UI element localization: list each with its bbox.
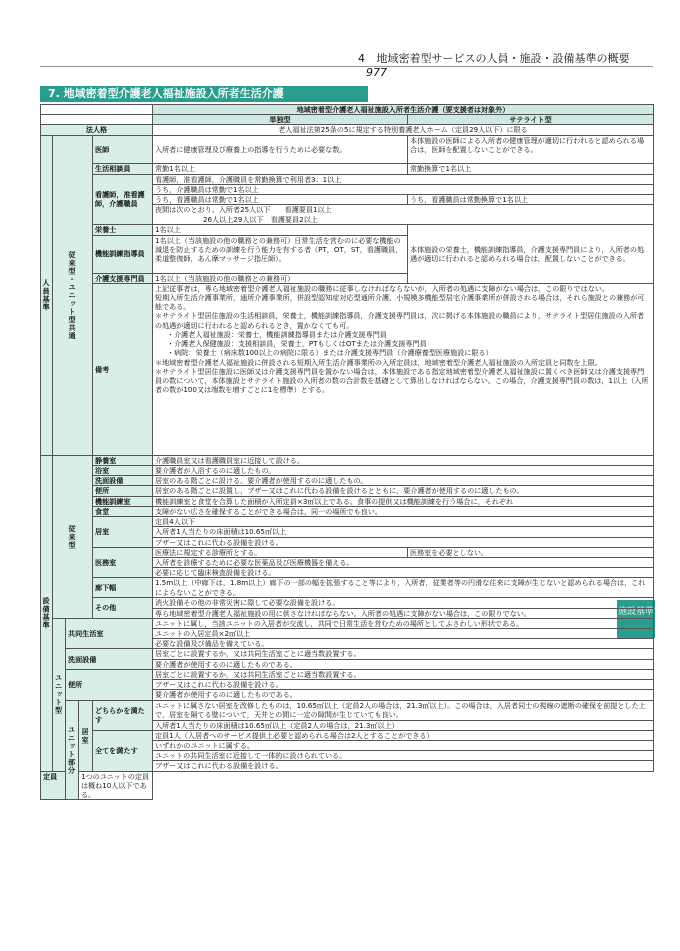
toilet-value: 居室のある階ごとに設置し，ブザー又はこれに代わる設備を設けるとともに，要介護者が使用するのに適したもの。 xyxy=(153,486,654,496)
side-tab: 施設基準 xyxy=(617,600,655,638)
capacity-label: 定員 xyxy=(41,771,66,800)
medical-line-1-satellite: 医務室を必要としない。 xyxy=(408,547,654,557)
wash-value: 居室のある階ごとに設ける。要介護者が使用するのに適したもの。 xyxy=(153,476,654,486)
training-room-value: 機能訓練室と食堂を合算した面積が入所定員×3㎡以上である。食事の提供又は機能訓練を行う場合に，それぞれ xyxy=(153,496,654,506)
medical-line-2: 入所者を診療するために必要な医薬品及び医療機器を備える。 xyxy=(153,557,654,567)
rest-room-value: 介護職員室又は看護職員室に近接して設ける。 xyxy=(153,455,654,465)
page-header xyxy=(358,50,648,79)
remarks-line: ＊サテライト型居住施設の生活相談員，栄養士，機能訓練指導員，介護支援専門員は，次に掲げる本体施設の職員により，サテライト型居住施設の入所者の処遇が適切に行われると認められるとき，置かなくても可。 xyxy=(155,311,645,330)
remarks-line: ・病院：栄養士（病床数100以上の病院に限る）または介護支援専門員（介護療養型医療施設に限る） xyxy=(167,348,493,358)
rehab-label: 機能訓練指導員 xyxy=(93,235,153,273)
all-line-3: ユニットの共同生活室に近接して一体的に設けられている。 xyxy=(153,751,654,761)
hallway-value: 1.5m以上（中廊下は，1.8m以上）廊下の一部の幅を拡張すること等により，入所者，従業者等の円滑な往来に支障が生じないと認められる場合は，これによらないことができる。 xyxy=(153,578,654,598)
other-label: その他 xyxy=(93,598,153,618)
blank-corner-2 xyxy=(41,115,153,125)
remarks-value xyxy=(153,283,654,455)
care-manager-label: 介護支援専門員 xyxy=(93,273,153,283)
toilet-label: 便所 xyxy=(93,486,153,496)
remarks-line: 上記従事者は，専ら地域密着型介護老人福祉施設の職務に従事しなければならないが，入所者の処遇に支障がない場合は，この限りではない。 xyxy=(155,283,609,293)
unit-room-label: 居室 xyxy=(79,700,93,771)
blank-corner xyxy=(41,105,153,115)
all-line-1: 定員1人（入居者へのサービス提供上必要と認められる場合は2人とすることができる） xyxy=(153,730,654,740)
page-number: 977 xyxy=(366,66,387,79)
unit-toilet-label: 便所 xyxy=(66,669,153,700)
medical-line-1: 医療法に規定する診療所とする。 xyxy=(153,547,408,557)
nurse-line-3-satellite: うち，看護職員は常勤換算で1名以上 xyxy=(408,195,654,205)
living-line-1: 定員4人以下 xyxy=(153,517,654,527)
remarks-line: ＊サテライト型居住施設に医師又は介護支援専門員を置かない場合は，本体施設である指定地域密着型介護老人福祉施設に置くべき医師又は介護支援専門員の数について，本体施設とサテライト施設の入所者の数の合計数を基礎として算出しなければならない。この場合，介護支援専門員の数は，1以上（入所者の数が100又は端数を増すごとに1を標準）とする。 xyxy=(155,366,649,395)
head-main: 地域密着型介護老人福祉施設入所者生活介護（要支援者は対象外） xyxy=(153,105,654,115)
corp-value: 老人福祉法第25条の5に規定する特別養護老人ホーム（定員29人以下）に限る xyxy=(153,125,654,135)
head-satellite: サテライト型 xyxy=(408,115,654,125)
living-line-3: ブザー又はこれに代わる設備を設ける。 xyxy=(153,537,654,547)
all-label: 全てを満たす xyxy=(93,730,153,771)
common-line-2: ユニットの入居定員×2㎡以上 xyxy=(153,629,654,639)
nurse-line-5: 26人以上29人以下 看護要員2以上 xyxy=(153,215,654,225)
nurse-line-2: うち，介護職員は常勤で1名以上 xyxy=(153,184,654,194)
nutrition-label: 栄養士 xyxy=(93,225,153,235)
either-line-2: 入所者1人当たりの床面積は10.65㎡以上（定員2人の場合は，21.3㎡以上） xyxy=(153,720,654,730)
doctor-single: 入所者に健康管理及び療養上の指導を行うために必要な数。 xyxy=(153,135,408,163)
group-facility: 設備基準 xyxy=(41,455,53,771)
group-staff: 人員基準 xyxy=(41,135,53,455)
corp-label: 法人格 xyxy=(41,125,153,135)
chapter-number: 4 xyxy=(358,52,365,65)
hallway-label: 廊下幅 xyxy=(93,578,153,598)
nurse-line-3: うち，看護職員は常勤で1名以上 xyxy=(153,195,408,205)
nurse-label: 看護師，准看護師，介護職員 xyxy=(93,174,153,225)
medical-line-3: 必要に応じて臨床検査設備を設ける。 xyxy=(153,568,654,578)
group-unit: ユニット型 xyxy=(53,618,66,771)
wash-label: 洗面設備 xyxy=(93,476,153,486)
unit-wash-line-2: 要介護者が使用するのに適したものである。 xyxy=(153,659,654,669)
care-manager-value: 1名以上（当該施設の他の職務との兼務可） xyxy=(153,273,408,283)
all-line-2: いずれかのユニットに属する。 xyxy=(153,741,654,751)
header-rule xyxy=(40,66,653,67)
rehab-value: 1名以上（当該施設の他の職務との兼務可）日常生活を営むのに必要な機能の減退を防止するための訓練を行う能力を有する者（PT，OT，ST，看護職員，柔道整復師，あん摩マッサージ指圧師）。 xyxy=(153,235,408,273)
remarks-label: 備考 xyxy=(93,283,153,455)
counselor-label: 生活相談員 xyxy=(93,163,153,174)
nurse-line-4: 夜間は次のとおり。入所者25人以下 看護要員1以上 xyxy=(153,205,654,215)
counselor-satellite: 常勤換算で1名以上 xyxy=(408,163,654,174)
satellite-share: 本体施設の栄養士，機能訓練指導員，介護支援専門員により，入所者の処遇が適切に行われると認められる場合は，配置しないことができる。 xyxy=(408,225,654,283)
common-line-3: 必要な設備及び備品を備えている。 xyxy=(153,639,654,649)
chapter-title: 地域密着型サービスの人員・施設・設備基準の概要 xyxy=(376,52,630,65)
living-line-2: 入所者1人当たりの床面積は10.65㎡以上 xyxy=(153,527,654,537)
head-single: 単独型 xyxy=(153,115,408,125)
group-traditional: 従来型 xyxy=(53,455,93,618)
standards-table xyxy=(40,104,654,800)
other-line-2: 専ら地域密着型介護老人福祉施設の用に供さなければならない。入所者の処遇に支障がない場合は，この限りでない。 xyxy=(153,608,654,618)
common-room-label: 共同生活室 xyxy=(66,618,153,649)
unit-part-label: ユニット部分 xyxy=(66,700,79,800)
remarks-line: 短期入所生活介護事業所，通所介護事業所，併設型認知症対応型通所介護，小規模多機能型居宅介護事業所が併設される場合は，それら施設との兼務が可能である。 xyxy=(155,292,645,312)
dining-value: 支障がない広さを確保することができる場合は，同一の場所でも良い。 xyxy=(153,506,654,516)
unit-wash-label: 洗面設備 xyxy=(66,649,153,669)
all-line-4: ブザー又はこれに代わる設備を設ける。 xyxy=(153,761,654,771)
either-line-1: ユニットに属さない居室を改修したものは，10.65㎡以上（定員2人の場合は，21.3㎡以上）。この場合は，入居者同士の視線の遮断の確保を前提とした上で，居室を隔てる壁について，天井との間に一定の隙間が生じていても良い。 xyxy=(153,700,654,720)
medical-room-label: 医務室 xyxy=(93,547,153,578)
bath-label: 浴室 xyxy=(93,465,153,475)
unit-wash-line-1: 居室ごとに設置するか，又は共同生活室ごとに適当数設置する。 xyxy=(153,649,654,659)
bath-value: 要介護者が入浴するのに適したもの。 xyxy=(153,465,654,475)
remarks-line: ＊地域密着型介護老人福祉施設に併設される短期入所生活介護事業所の入所定員は，地域密着型介護老人福祉施設の入所定員と同数を上限。 xyxy=(155,357,602,367)
nutrition-value: 1名以上 xyxy=(153,225,408,235)
unit-toilet-line-3: 要介護者が使用するのに適したものである。 xyxy=(153,690,654,700)
dining-label: 食堂 xyxy=(93,506,153,516)
capacity-value: 1つのユニットの定員は概ね10人以下である。 xyxy=(79,771,153,800)
remarks-line: ・介護老人福祉施設：栄養士，機能訓練指導員または介護支援専門員 xyxy=(167,329,387,339)
training-room-label: 機能訓練室 xyxy=(93,496,153,506)
living-room-label: 居室 xyxy=(93,517,153,548)
remarks-line: ・介護老人保健施設：支援相談員，栄養士，PTもしくはOTまたは介護支援専門員 xyxy=(167,339,427,349)
other-line-1: 消火設備その他の非常災害に際して必要な設備を設ける。 xyxy=(153,598,654,608)
either-label: どちらかを満たす xyxy=(93,700,153,730)
rest-room-label: 静養室 xyxy=(93,455,153,465)
doctor-satellite: 本体施設の医師による入所者の健康管理が適切に行われると認められる場合は，医師を配置しないことができる。 xyxy=(408,135,654,163)
doctor-label: 医師 xyxy=(93,135,153,163)
nurse-line-1: 看護師，准看護師，介護職員を常勤換算で利用者3：1以上 xyxy=(153,174,654,184)
unit-toilet-line-2: ブザー又はこれに代わる設備を設ける。 xyxy=(153,680,654,690)
counselor-single: 常勤1名以上 xyxy=(153,163,408,174)
group-common: 従来型・ユニット型共通 xyxy=(53,135,93,455)
section-title: 7. 地域密着型介護老人福祉施設入所者生活介護 xyxy=(40,86,368,102)
common-line-1: ユニットに属し，当該ユニットの入居者が交流し，共同で日常生活を営むための場所としてふさわしい形状である。 xyxy=(153,618,654,628)
unit-toilet-line-1: 居室ごとに設置するか，又は共同生活室ごとに適当数設置する。 xyxy=(153,669,654,679)
